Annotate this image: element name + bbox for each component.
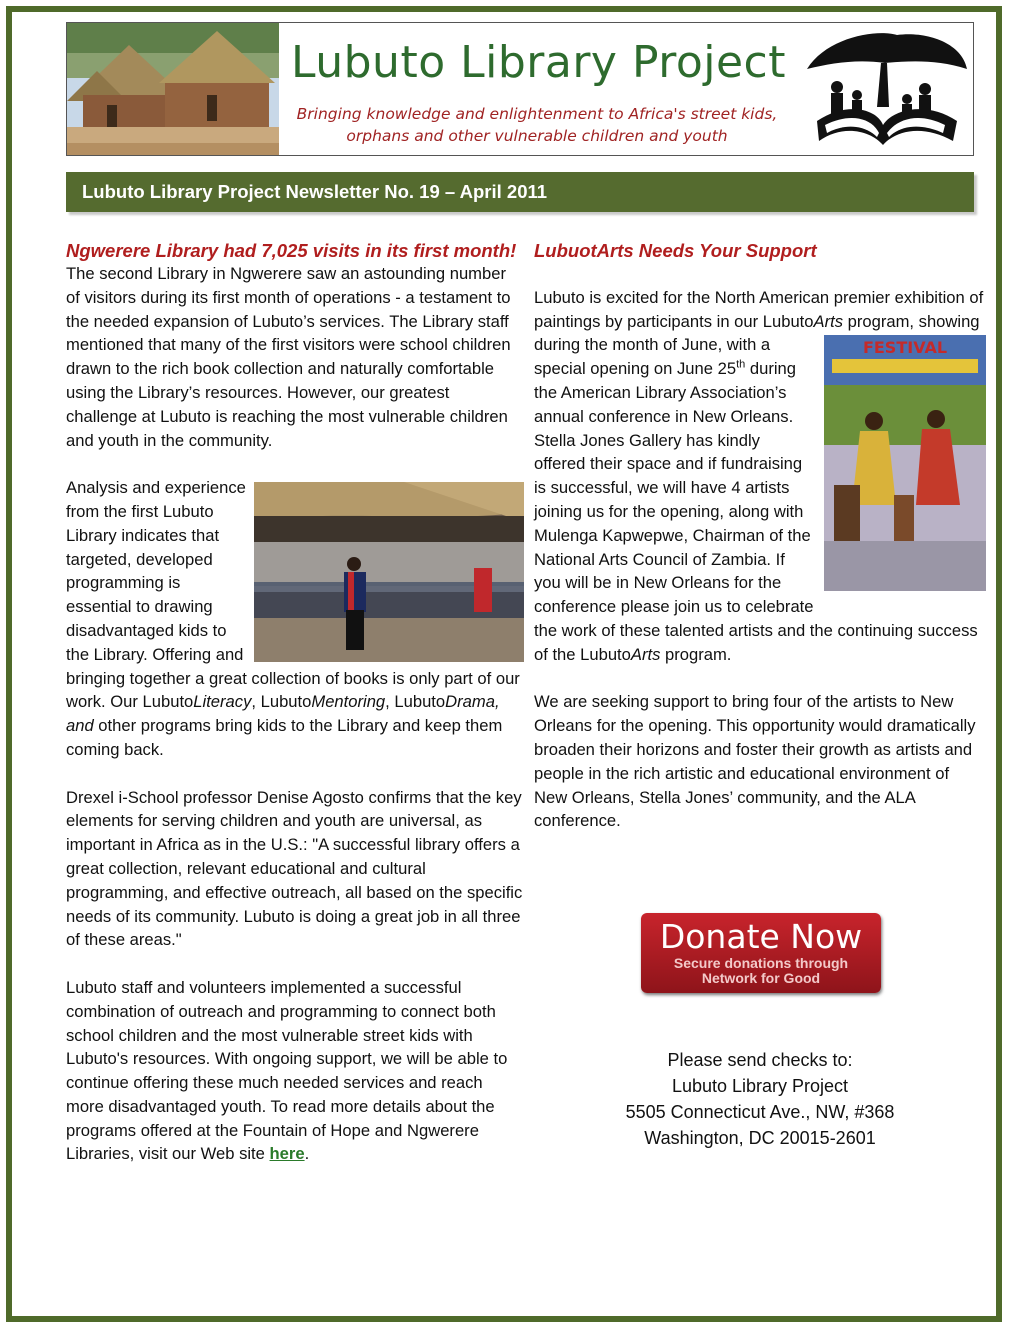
text-run: Analysis and experience from the first Lubuto Library indicates that targeted, developed programming is essential to drawing disadvantaged kids to the Library. Offering and bringing together a great collection of books is only part of our work. Our Lubuto: [66, 478, 520, 712]
tree-reading-logo: [797, 29, 969, 149]
mailing-address: [560, 1047, 960, 1151]
donate-label: Donate Now: [659, 917, 863, 956]
tagline-line: Bringing knowledge and enlightenment to Africa's street kids,: [296, 105, 778, 123]
text-run: Drama, and: [66, 692, 500, 736]
text-run: Literacy: [193, 692, 252, 712]
text-run: Lubuto is excited for the North American premier exhibition of paintings by participants in our Lubuto: [534, 287, 984, 331]
newsletter-title-bar: [66, 172, 974, 212]
banner-tagline: [285, 103, 789, 147]
left-column: [66, 240, 524, 1166]
left-paragraph-4: [66, 976, 524, 1166]
text-run: Lubuto staff and volunteers implemented a successful combination of outreach and programming to connect both school children and the most vulnerable street kids with Lubuto's resources. With ongoing support, we will be able to continue offering these much needed services and reach more disadvantaged youth. To read more details about the programs offered at the Fountain of Hope and Ngwerere Libraries, visit our Web site: [66, 977, 508, 1164]
text-run: Mentoring: [311, 692, 386, 712]
text-run: , Lubuto: [385, 692, 446, 712]
address-line: Please send checks to:: [667, 1050, 853, 1070]
tagline-line: orphans and other vulnerable children and youth: [346, 127, 728, 145]
text-run: Arts: [813, 311, 844, 331]
left-paragraph-2: [66, 476, 524, 762]
banner-title: Lubuto Library Project: [291, 37, 786, 88]
text-run: other programs bring kids to the Library and keep them coming back.: [66, 716, 503, 759]
right-paragraph-1: [534, 286, 986, 667]
text-run: , Lubuto: [251, 692, 312, 712]
donate-sub: Secure donations through: [673, 955, 849, 971]
text-run: program.: [660, 644, 732, 664]
header-banner: [66, 22, 974, 156]
left-headline: Ngwerere Library had 7,025 visits in its first month!: [66, 240, 517, 261]
newsletter-title: Lubuto Library Project Newsletter No. 19 – April 2011: [82, 181, 548, 202]
huts-photo: [67, 23, 279, 155]
text-run: program, showing during the month of June, with a special opening on June 25: [534, 311, 980, 379]
donate-sub: Network for Good: [701, 970, 821, 986]
text-run: th: [736, 358, 746, 371]
address-line: Washington, DC 20015-2601: [644, 1128, 876, 1148]
left-paragraph-1: The second Library in Ngwerere saw an astounding number of visitors during its first month of operations - a testament to the needed expansion of Lubuto’s services. The Library staff mentioned that many of the first visitors were school children drawn to the rich book collection and naturally comfortable using the Library’s resources. However, our greatest challenge at Lubuto is reaching the most vulnerable children and youth in the community.: [66, 264, 511, 450]
festival-painting: [824, 335, 986, 591]
right-column: [534, 240, 986, 833]
right-paragraph-2: We are seeking support to bring four of the artists to New Orleans for the opening. This opportunity would dramatically broaden their horizons and foster their growth as artists and people in the rich artistic and educational environment of New Orleans, Stella Jones’ community, and the ALA conference.: [534, 692, 976, 831]
address-line: 5505 Connecticut Ave., NW, #368: [625, 1102, 895, 1122]
website-link[interactable]: here: [269, 1144, 305, 1164]
poster-text: FESTIVAL: [862, 338, 948, 358]
address-line: Lubuto Library Project: [671, 1076, 849, 1096]
left-paragraph-3: Drexel i-School professor Denise Agosto confirms that the key elements for serving children and youth are universal, as important in Africa as in the U.S.: "A successful library offers a great collection, relevant educational and cultural programming, and effective outreach, all based on the specific needs of its community. Lubuto is doing a great job in all three of these areas.": [66, 787, 523, 950]
text-run: Arts: [630, 644, 661, 664]
crowd-photo: [254, 482, 524, 662]
right-headline: LubuotArts Needs Your Support: [534, 240, 817, 261]
donate-now-button[interactable]: [641, 913, 881, 993]
text-run: .: [304, 1144, 310, 1164]
text-run: during the American Library Association’s annual conference in New Orleans. Stella Jones Gallery has kindly offered their space and if fundraising is successful, we will have 4 artists joining us for the opening, along with Mulenga Kapwepwe, Chairman of the National Arts Council of Zambia. If you will be in New Orleans for the conference please join us to celebrate the work of these talented artists and the continuing success of the Lubuto: [534, 359, 978, 664]
